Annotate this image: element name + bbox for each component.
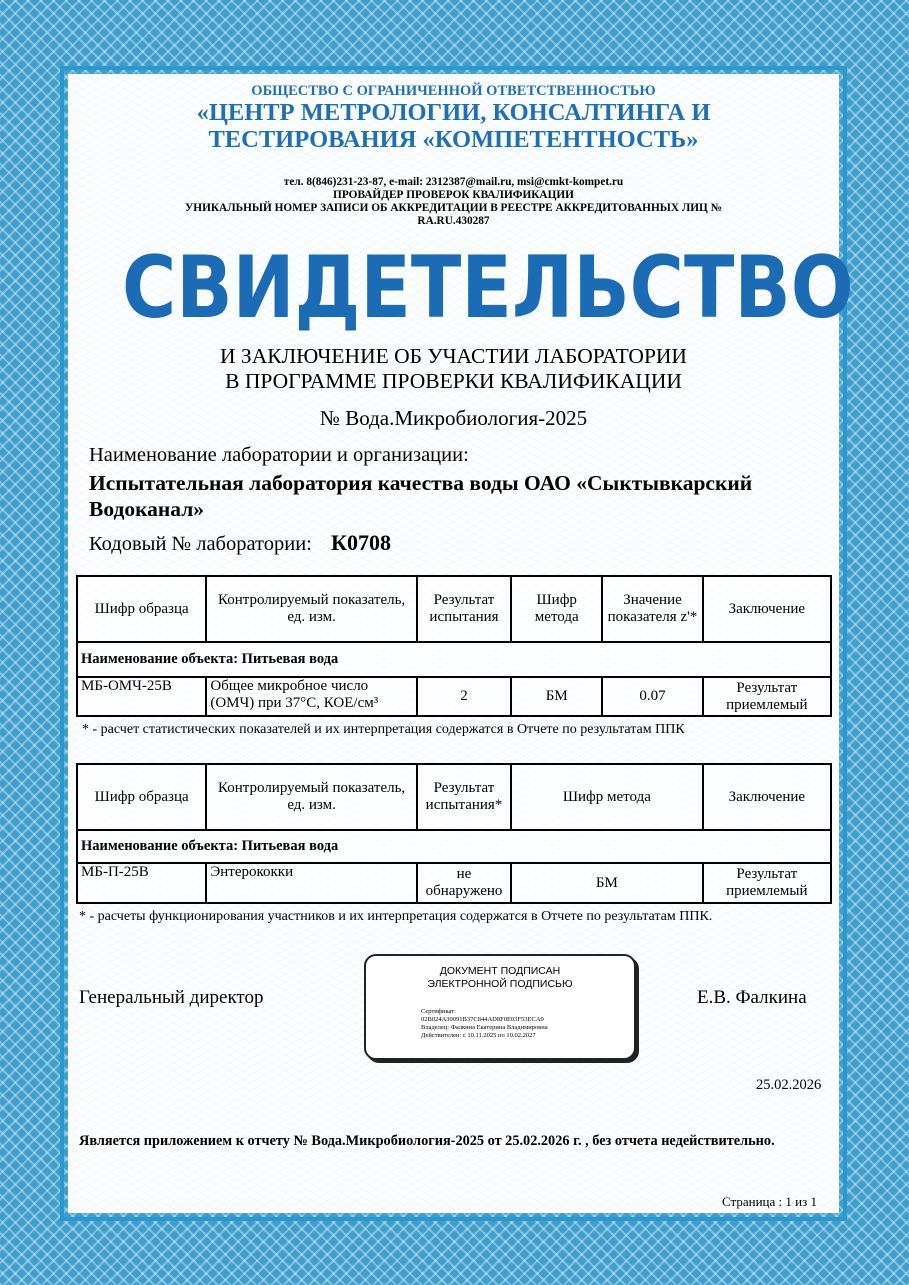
subtitle-line1: И ЗАКЛЮЧЕНИЕ ОБ УЧАСТИИ ЛАБОРАТОРИИ: [220, 344, 687, 368]
cert-label: Сертификат:: [421, 1008, 456, 1015]
stamp-line2: ЭЛЕКТРОННОЙ ПОДПИСЬЮ: [427, 978, 573, 990]
header-cell: Результат испытания: [417, 576, 511, 642]
result-cell: не обнаружено: [417, 863, 511, 903]
indicator-cell: Энтерококки: [206, 863, 417, 903]
table-header-row: [77, 576, 831, 642]
accreditation-line: УНИКАЛЬНЫЙ НОМЕР ЗАПИСИ ОБ АККРЕДИТАЦИИ В РЕЕСТРЕ АККРЕДИТОВАННЫХ ЛИЦ №: [185, 202, 722, 214]
conclusion-cell: Результат приемлемый: [703, 677, 831, 716]
program-number: № Вода.Микробиология-2025: [319, 406, 588, 430]
contact-line: тел. 8(846)231-23-87, e-mail: 2312387@mail.ru, msi@cmkt-kompet.ru: [283, 176, 624, 188]
sample-cell: МБ-ОМЧ-25В: [77, 677, 206, 716]
cert-number: 02B024A30091B37C844AD8F0E03F53ECA9: [421, 1016, 544, 1023]
header-cell: Значение показателя z'*: [602, 576, 702, 642]
header-cell: Контролируемый показатель, ед. изм.: [206, 576, 417, 642]
table2-note: * - расчеты функционирования участников и их интерпретация содержатся в Отчете по результатам ППК.: [79, 909, 713, 924]
z-cell: 0.07: [602, 677, 702, 716]
header-cell: Результат испытания*: [417, 764, 511, 830]
header-cell: Заключение: [703, 764, 831, 830]
certificate-title: СВИДЕТЕЛЬСТВО: [121, 238, 854, 338]
certificate-subtitle: [68, 344, 839, 394]
cert-validity: Действителен: с 10.11.2025 по 10.02.2027: [421, 1032, 536, 1039]
sample-cell: МБ-П-25В: [77, 863, 206, 903]
header-cell: Шифр образца: [77, 576, 206, 642]
group-label: Наименование объекта: Питьевая вода: [77, 830, 831, 863]
lab-code: К0708: [331, 530, 391, 555]
results-table-2: [76, 763, 832, 904]
table1-note: * - расчет статистических показателей и их интерпретация содержатся в Отчете по результатам ППК: [82, 722, 685, 737]
issue-date: 25.02.2026: [756, 1077, 822, 1093]
org-name-line1: «ЦЕНТР МЕТРОЛОГИИ, КОНСАЛТИНГА И: [196, 99, 711, 126]
org-name: [68, 99, 839, 153]
stamp-line1: ДОКУМЕНТ ПОДПИСАН: [439, 965, 561, 977]
header-cell: Контролируемый показатель, ед. изм.: [206, 764, 417, 830]
org-name-line2: ТЕСТИРОВАНИЯ «КОМПЕТЕНТНОСТЬ»: [208, 126, 699, 153]
conclusion-cell: Результат приемлемый: [703, 863, 831, 903]
appendix-note: Является приложением к отчету № Вода.Микробиология-2025 от 25.02.2026 г. , без отчета недействительно.: [79, 1133, 775, 1149]
method-cell: БМ: [511, 677, 602, 716]
lab-name: Испытательная лаборатория качества воды ОАО «Сыктывкарский Водоканал»: [89, 471, 753, 521]
accreditation-number: RA.RU.430287: [417, 215, 490, 227]
header-cell: Шифр метода: [511, 576, 602, 642]
stamp-details: [421, 1008, 548, 1040]
signer-name: Е.В. Фалкина: [697, 987, 807, 1008]
header-cell: Заключение: [703, 576, 831, 642]
subtitle-line2: В ПРОГРАММЕ ПРОВЕРКИ КВАЛИФИКАЦИИ: [225, 369, 682, 393]
indicator-cell: Общее микробное число (ОМЧ) при 37°С, КОЕ/см³: [206, 677, 417, 716]
lab-code-caption: Кодовый № лаборатории:: [89, 533, 312, 555]
result-cell: 2: [417, 677, 511, 716]
header-cell: Шифр метода: [511, 764, 703, 830]
page-number: Страница : 1 из 1: [722, 1194, 817, 1209]
group-label: Наименование объекта: Питьевая вода: [77, 642, 831, 677]
method-cell: БМ: [511, 863, 703, 903]
header-cell: Шифр образца: [77, 764, 206, 830]
provider-line: ПРОВАЙДЕР ПРОВЕРОК КВАЛИФИКАЦИИ: [333, 189, 574, 201]
table-group-row: [77, 642, 831, 677]
table-row: [77, 863, 831, 903]
table-row: [77, 677, 831, 716]
results-table-1: [76, 575, 832, 717]
table-header-row: [77, 764, 831, 830]
table-group-row: [77, 830, 831, 863]
org-type: ОБЩЕСТВО С ОГРАНИЧЕННОЙ ОТВЕТСТВЕННОСТЬЮ: [251, 83, 656, 99]
stamp-heading: [366, 965, 634, 991]
signer-position: Генеральный директор: [79, 987, 264, 1008]
org-contacts: [68, 176, 839, 228]
cert-owner: Владелец: Фалкина Екатерина Владимировна: [421, 1024, 548, 1031]
lab-caption: Наименование лаборатории и организации:: [89, 444, 469, 466]
e-signature-stamp: [364, 954, 636, 1060]
lab-code-row: [89, 530, 391, 556]
